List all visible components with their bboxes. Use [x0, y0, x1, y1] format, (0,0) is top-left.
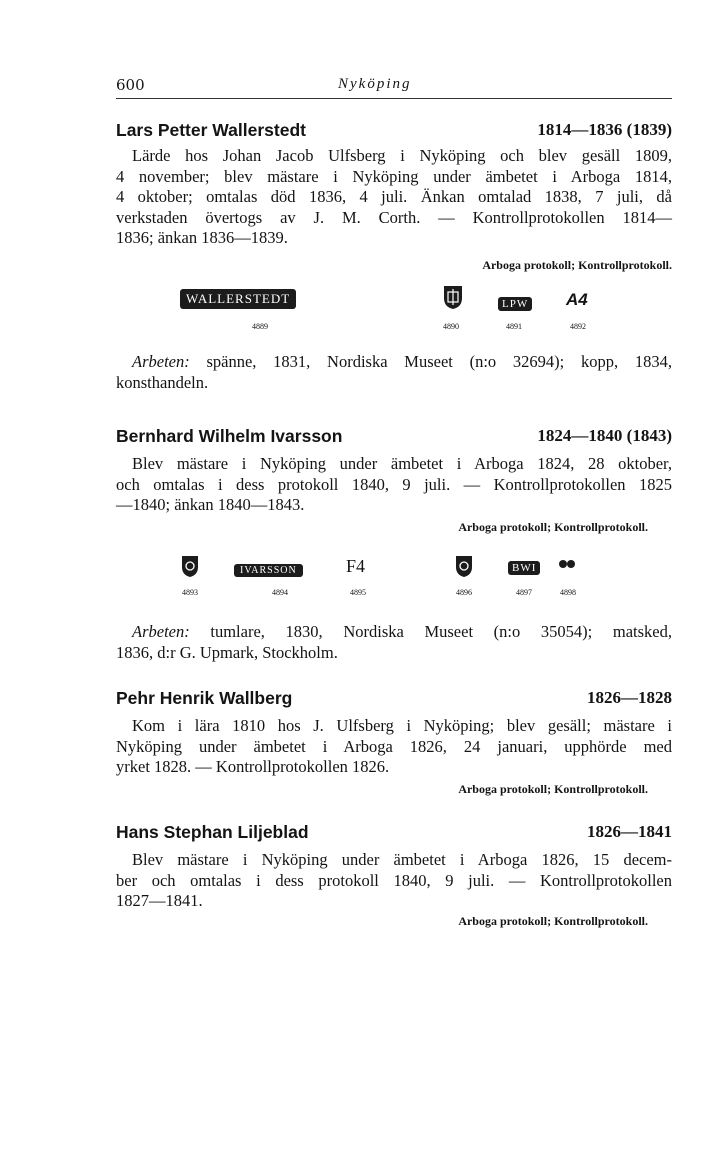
entry-name: Bernhard Wilhelm Ivarsson [116, 426, 343, 446]
crowned-shield-icon [454, 552, 474, 578]
text-line: Blev mästare i Nyköping under ämbetet i Arboga 1824, 28 oktober, [132, 454, 672, 473]
works-label: Arbeten: [132, 352, 190, 371]
works-wallerstedt [116, 352, 672, 393]
entry-text-liljeblad [116, 850, 672, 912]
entry-name: Hans Stephan Liljeblad [116, 822, 309, 842]
town-mark-4890 [442, 284, 464, 314]
text-line: och omtalas i dess protokoll 1840, 9 juli. — Kontrollprotokollen 1825 [116, 474, 672, 494]
entry-text-ivarsson [116, 454, 672, 516]
town-shield-icon [442, 284, 464, 310]
text-line: 1827—1841. [116, 891, 203, 910]
text-line: verkstaden övertogs av J. M. Corth. — Kontrollprotokollen 1814— [116, 207, 672, 227]
text-line: —1840; änkan 1840—1843. [116, 495, 305, 514]
mark-stamp: BWI [508, 561, 540, 575]
works-text: spänne, 1831, Nordiska Museet (n:o 32694); kopp, 1834, [206, 352, 672, 371]
entry-heading-liljeblad [116, 822, 672, 843]
entry-text-wallerstedt [116, 146, 672, 249]
mark-number: 4898 [560, 588, 576, 597]
town-mark-4896 [454, 552, 474, 582]
date-letter-mark: F4 [346, 556, 366, 576]
works-text: tumlare, 1830, Nordiska Museet (n:o 35054); matsked, [210, 622, 673, 641]
entry-heading-wallerstedt [116, 120, 672, 141]
mark-number: 4889 [252, 322, 268, 331]
entry-source: Arboga protokoll; Kontrollprotokoll. [458, 520, 648, 534]
text-line: Kom i lära 1810 hos J. Ulfsberg i Nyköping; blev gesäll; mästare i [132, 716, 672, 735]
text-line: ber och omtalas i dess protokoll 1840, 9 juli. — Kontrollprotokollen [116, 870, 672, 890]
entry-heading-ivarsson [116, 426, 672, 447]
text-line: Lärde hos Johan Jacob Ulfsberg i Nyköping och blev gesäll 1809, [132, 146, 672, 165]
town-mark-4893 [180, 552, 200, 582]
mark-number: 4896 [456, 588, 472, 597]
mark-number: 4895 [350, 588, 366, 597]
mark-number: 4894 [272, 588, 288, 597]
entry-text-wallberg [116, 716, 672, 778]
mark-number: 4892 [570, 322, 586, 331]
maker-mark-4889 [180, 288, 296, 309]
header-rule [116, 98, 672, 99]
works-ivarsson [116, 622, 672, 663]
crowned-shield-icon [180, 552, 200, 578]
maker-mark-4894 [234, 558, 303, 577]
running-title: Nyköping [338, 76, 412, 92]
entry-source: Arboga protokoll; Kontrollprotokoll. [482, 258, 672, 272]
text-line: yrket 1828. — Kontrollprotokollen 1826. [116, 757, 390, 776]
mark-stamp: IVARSSON [234, 564, 303, 577]
text-line: 1836; änkan 1836—1839. [116, 228, 288, 247]
mark-number: 4891 [506, 322, 522, 331]
mark-number: 4893 [182, 588, 198, 597]
text-line: Blev mästare i Nyköping under ämbetet i Arboga 1826, 15 decem- [132, 850, 672, 869]
text-line: 4 oktober; omtalas död 1836, 4 juli. Änkan omtalad 1838, 7 juli, då [116, 187, 672, 206]
mark-number: 4897 [516, 588, 532, 597]
maker-mark-4897 [508, 556, 540, 575]
page-number: 600 [116, 76, 145, 94]
mark-stamp: WALLERSTEDT [180, 289, 296, 309]
entry-name: Lars Petter Wallerstedt [116, 120, 306, 140]
entry-dates: 1826—1841 [587, 822, 672, 841]
crown-mark-icon [558, 556, 576, 572]
text-line: Nyköping under ämbetet i Arboga 1826, 24 januari, upphörde med [116, 736, 672, 756]
works-text: konsthandeln. [116, 372, 209, 392]
control-mark-4898 [558, 556, 576, 576]
works-label: Arbeten: [132, 622, 190, 641]
text-line: 4 november; blev mästare i Nyköping under ämbetet i Arboga 1814, [116, 166, 672, 186]
entry-heading-wallberg [116, 688, 672, 709]
maker-mark-4891 [498, 292, 532, 311]
works-text: 1836, d:r G. Upmark, Stockholm. [116, 642, 338, 662]
entry-source: Arboga protokoll; Kontrollprotokoll. [458, 914, 648, 928]
mark-stamp: LPW [498, 297, 532, 311]
mark-number: 4890 [443, 322, 459, 331]
entry-dates: 1826—1828 [587, 688, 672, 707]
entry-dates: 1824—1840 (1843) [537, 426, 672, 445]
entry-name: Pehr Henrik Wallberg [116, 688, 293, 708]
entry-source: Arboga protokoll; Kontrollprotokoll. [458, 782, 648, 796]
date-letter-mark: A4 [566, 290, 588, 309]
entry-dates: 1814—1836 (1839) [537, 120, 672, 139]
